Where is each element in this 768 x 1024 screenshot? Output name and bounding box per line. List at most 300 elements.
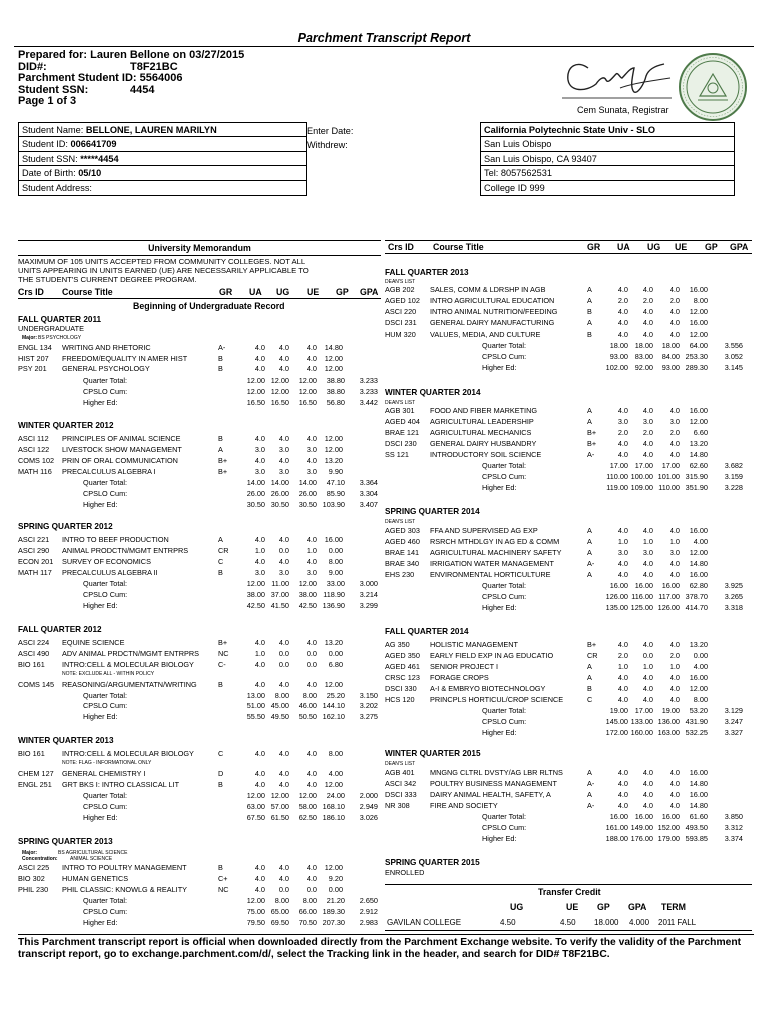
total-ua: 51.00 — [246, 701, 265, 710]
total-ug: 57.00 — [270, 802, 289, 811]
units-graded: 4.0 — [278, 874, 289, 883]
units-graded: 2.0 — [642, 428, 653, 437]
units-earned: 4.0 — [669, 684, 680, 693]
course-grade: A — [218, 535, 223, 544]
quarter-heading: SPRING QUARTER 2012 — [18, 522, 113, 531]
transfer-gp: 18.000 — [594, 918, 619, 927]
grade-points: 9.00 — [328, 568, 343, 577]
course-grade: B — [218, 568, 223, 577]
course-row — [0, 696, 768, 704]
total-gp: 53.20 — [689, 706, 708, 715]
total-gp: 103.90 — [322, 500, 345, 509]
units-attempted: 3.0 — [617, 417, 628, 426]
course-id: COMS 102 — [18, 456, 55, 465]
total-ue: 12.00 — [298, 376, 317, 385]
total-ua: 12.00 — [246, 376, 265, 385]
total-gp: 47.10 — [326, 478, 345, 487]
course-row — [0, 568, 768, 579]
course-grade: B — [587, 330, 592, 339]
units-attempted: 4.0 — [254, 434, 265, 443]
did-label: DID#: — [18, 60, 47, 73]
total-ug: 176.00 — [630, 834, 653, 843]
total-ua: 18.00 — [609, 341, 628, 350]
hdr-crs-id: Crs ID — [388, 242, 414, 252]
grade-points: 16.00 — [324, 535, 343, 544]
total-label: CPSLO Cum: — [83, 387, 128, 396]
grade-points: 12.00 — [689, 330, 708, 339]
total-gp: 315.90 — [685, 472, 708, 481]
total-ug: 100.00 — [630, 472, 653, 481]
course-title: GENERAL PSYCHOLOGY — [62, 364, 150, 373]
units-graded: 0.0 — [278, 649, 289, 658]
total-row — [0, 824, 768, 832]
transfer-hdr-ug: UG — [510, 902, 524, 912]
quarter-heading: FALL QUARTER 2014 — [385, 627, 469, 636]
quarter-heading: SPRING QUARTER 2014 — [385, 507, 480, 516]
course-grade: CR — [587, 651, 598, 660]
grade-points: 9.20 — [328, 874, 343, 883]
total-ug: 65.00 — [270, 907, 289, 916]
total-gp: 593.85 — [685, 834, 708, 843]
total-label: Higher Ed: — [83, 398, 118, 407]
course-grade: A — [587, 296, 592, 305]
did-value: T8F21BC — [130, 60, 178, 73]
course-row — [0, 527, 768, 535]
grade-points: 12.00 — [324, 434, 343, 443]
course-row — [0, 429, 768, 437]
course-grade: A — [587, 285, 592, 294]
address-row: Student Address: — [22, 182, 92, 193]
units-earned: 4.0 — [306, 434, 317, 443]
total-ue: 18.00 — [661, 341, 680, 350]
total-label: Quarter Total: — [482, 812, 527, 821]
grade-points: 6.60 — [693, 428, 708, 437]
total-label: Quarter Total: — [482, 461, 527, 470]
total-row — [0, 353, 768, 361]
total-ug: 8.00 — [274, 691, 289, 700]
course-grade: A- — [587, 450, 595, 459]
course-id: ASCI 224 — [18, 638, 50, 647]
units-earned: 4.0 — [306, 638, 317, 647]
course-grade: A — [587, 526, 592, 535]
grade-points: 13.20 — [324, 638, 343, 647]
course-grade: A — [587, 318, 592, 327]
course-id: DSCI 333 — [385, 790, 417, 799]
grade-points: 14.80 — [689, 559, 708, 568]
quarter-heading: SPRING QUARTER 2015 — [385, 858, 480, 867]
total-ua: 119.00 — [606, 483, 628, 492]
total-row — [0, 462, 768, 470]
total-gp: 253.30 — [685, 352, 708, 361]
units-graded: 4.0 — [642, 801, 653, 810]
student-ssn: *****4454 — [80, 153, 119, 164]
course-title: SURVEY OF ECONOMICS — [62, 557, 151, 566]
units-graded: 4.0 — [278, 749, 289, 758]
parchment-id-label: Parchment Student ID: — [18, 72, 137, 84]
course-row — [0, 331, 768, 339]
small-note: DEAN'S LIST — [385, 761, 416, 767]
grade-points: 0.00 — [328, 885, 343, 894]
small-note: DEAN'S LIST — [385, 519, 416, 525]
grade-points: 12.00 — [689, 684, 708, 693]
course-row — [0, 451, 768, 459]
course-grade: A — [587, 768, 592, 777]
grade-points: 8.00 — [693, 695, 708, 704]
enrollment-dates — [307, 124, 353, 153]
grade-points: 16.00 — [689, 406, 708, 415]
total-label: CPSLO Cum: — [482, 592, 527, 601]
total-gpa: 3.202 — [359, 701, 378, 710]
total-ug: 69.50 — [270, 918, 289, 927]
grade-points: 16.00 — [689, 570, 708, 579]
small-note: DEAN'S LIST — [385, 279, 416, 285]
units-graded: 4.0 — [642, 526, 653, 535]
course-title: HOLISTIC MANAGEMENT — [430, 640, 518, 649]
course-title: ENVIRONMENTAL HORTICULTURE — [430, 570, 551, 579]
total-gp: 189.30 — [322, 907, 345, 916]
units-attempted: 3.0 — [254, 467, 265, 476]
total-ue: 12.00 — [298, 579, 317, 588]
units-attempted: 4.0 — [617, 570, 628, 579]
total-gp: 64.00 — [689, 341, 708, 350]
total-ua: 19.00 — [609, 706, 628, 715]
units-earned: 4.0 — [306, 557, 317, 566]
units-graded: 0.0 — [278, 885, 289, 894]
units-attempted: 4.0 — [254, 456, 265, 465]
college-city: San Luis Obispo — [481, 137, 734, 151]
units-graded: 4.0 — [278, 863, 289, 872]
label-text: ENROLLED — [385, 868, 425, 877]
course-grade: B+ — [218, 467, 228, 476]
total-ug: 45.00 — [270, 701, 289, 710]
course-title: RSRCH MTHDLGY IN AG ED & COMM — [430, 537, 560, 546]
total-ue: 66.00 — [298, 907, 317, 916]
course-grade: A — [587, 570, 592, 579]
total-ue: 163.00 — [657, 728, 680, 737]
prepared-for: Prepared for: Lauren Bellone on 03/27/2015 — [18, 49, 245, 61]
transfer-hdr-gp: GP — [597, 902, 610, 912]
course-id: AGED 404 — [385, 417, 420, 426]
transfer-school: GAVILAN COLLEGE — [387, 918, 462, 927]
hdr-ua: UA — [617, 242, 630, 252]
course-title: INTRO TO BEEF PRODUCTION — [62, 535, 169, 544]
grade-points: 12.00 — [324, 445, 343, 454]
units-earned: 2.0 — [669, 296, 680, 305]
units-earned: 4.0 — [669, 790, 680, 799]
grade-points: 12.00 — [324, 354, 343, 363]
grade-points: 14.80 — [324, 343, 343, 352]
course-grade: A — [587, 406, 592, 415]
total-gp: 431.90 — [685, 717, 708, 726]
units-attempted: 4.0 — [254, 364, 265, 373]
units-attempted: 4.0 — [617, 695, 628, 704]
total-ue: 30.50 — [298, 500, 317, 509]
total-row — [0, 908, 768, 916]
total-ug: 17.00 — [634, 461, 653, 470]
total-ug: 149.00 — [630, 823, 653, 832]
units-attempted: 4.0 — [617, 684, 628, 693]
course-id: ASCI 220 — [385, 307, 417, 316]
total-ue: 179.00 — [657, 834, 680, 843]
units-attempted: 4.0 — [254, 660, 265, 669]
course-row — [0, 685, 768, 693]
course-title: INTRO AGRICULTURAL EDUCATION — [430, 296, 555, 305]
total-ue: 50.50 — [298, 712, 317, 721]
course-row — [0, 407, 768, 415]
course-grade: A — [218, 445, 223, 454]
total-ue: 16.00 — [661, 581, 680, 590]
total-label: Higher Ed: — [482, 834, 517, 843]
units-attempted: 4.0 — [617, 640, 628, 649]
units-graded: 4.0 — [278, 680, 289, 689]
grade-points: 16.00 — [689, 285, 708, 294]
units-attempted: 4.0 — [617, 526, 628, 535]
university-seal-icon — [678, 52, 748, 122]
units-graded: 4.0 — [278, 535, 289, 544]
units-attempted: 1.0 — [254, 546, 265, 555]
units-earned: 4.0 — [669, 801, 680, 810]
course-id: SS 121 — [385, 450, 409, 459]
units-earned: 3.0 — [669, 417, 680, 426]
student-name: BELLONE, LAUREN MARILYN — [85, 125, 217, 135]
course-row — [0, 557, 768, 568]
total-label: Higher Ed: — [482, 483, 517, 492]
course-id: AGED 350 — [385, 651, 420, 660]
student-name-row: Student Name: BELLONE, LAUREN MARILYN — [19, 123, 306, 137]
course-grade: NC — [218, 649, 229, 658]
course-grade: B — [218, 364, 223, 373]
total-ue: 126.00 — [657, 603, 680, 612]
units-earned: 4.0 — [306, 863, 317, 872]
course-row — [0, 308, 768, 316]
total-ua: 30.50 — [246, 500, 265, 509]
transfer-hdr-ue: UE — [566, 902, 579, 912]
course-grade: B — [587, 684, 592, 693]
units-earned: 1.0 — [306, 546, 317, 555]
units-graded: 3.0 — [642, 548, 653, 557]
units-earned: 4.0 — [306, 874, 317, 883]
total-gpa: 2.000 — [359, 791, 378, 800]
registrar-signature — [560, 48, 675, 106]
course-row — [0, 649, 768, 660]
units-attempted: 4.0 — [617, 790, 628, 799]
course-grade: A- — [587, 559, 595, 568]
course-id: ENGL 251 — [18, 780, 52, 789]
course-grade: C+ — [218, 874, 228, 883]
grade-points: 13.20 — [689, 439, 708, 448]
total-gpa: 3.233 — [359, 387, 378, 396]
units-earned: 4.0 — [306, 780, 317, 789]
total-ua: 93.00 — [609, 352, 628, 361]
units-earned: 4.0 — [306, 456, 317, 465]
hdr-gpa: GPA — [360, 287, 379, 297]
units-earned: 3.0 — [306, 467, 317, 476]
grade-points: 14.80 — [689, 779, 708, 788]
grade-points: 4.00 — [328, 769, 343, 778]
course-id: AG 350 — [385, 640, 410, 649]
total-ua: 161.00 — [605, 823, 628, 832]
course-grade: CR — [218, 546, 229, 555]
units-earned: 4.0 — [669, 450, 680, 459]
units-earned: 4.0 — [306, 535, 317, 544]
small-note-label: Major: — [22, 335, 37, 341]
total-label: Higher Ed: — [482, 603, 517, 612]
total-label: Quarter Total: — [83, 791, 128, 800]
course-grade: A — [587, 673, 592, 682]
course-row — [0, 297, 768, 305]
enter-date-label: Enter Date: — [307, 126, 354, 136]
total-ua: 172.00 — [605, 728, 628, 737]
course-id: ASCI 342 — [385, 779, 417, 788]
course-grade: C — [218, 557, 224, 566]
total-gpa: 3.159 — [724, 472, 743, 481]
units-graded: 1.0 — [642, 662, 653, 671]
total-gp: 62.80 — [689, 581, 708, 590]
total-ua: 38.00 — [246, 590, 265, 599]
course-note: NOTE: EXCLUDE ALL - WITHIN POLICY — [62, 671, 155, 677]
units-earned: 4.0 — [306, 769, 317, 778]
grade-points: 0.00 — [328, 546, 343, 555]
units-graded: 4.0 — [642, 768, 653, 777]
total-ua: 145.00 — [605, 717, 628, 726]
total-label: Quarter Total: — [482, 581, 527, 590]
course-id: DSCI 230 — [385, 439, 417, 448]
total-ug: 12.00 — [270, 376, 289, 385]
total-row — [0, 729, 768, 737]
quarter-heading: WINTER QUARTER 2015 — [385, 749, 481, 758]
total-gpa: 3.228 — [724, 483, 743, 492]
units-attempted: 4.0 — [617, 450, 628, 459]
grade-points: 16.00 — [689, 526, 708, 535]
total-gpa: 3.129 — [724, 706, 743, 715]
total-ua: 12.00 — [246, 387, 265, 396]
hdr-ue: UE — [675, 242, 688, 252]
units-attempted: 4.0 — [254, 749, 265, 758]
units-graded: 4.0 — [278, 343, 289, 352]
total-ug: 12.00 — [270, 791, 289, 800]
total-ug: 14.00 — [270, 478, 289, 487]
course-grade: B — [218, 863, 223, 872]
total-ug: 18.00 — [634, 341, 653, 350]
registrar-name: Cem Sunata, Registrar — [577, 105, 669, 115]
college-address: San Luis Obispo, CA 93407 — [481, 152, 734, 166]
course-row — [0, 802, 768, 810]
course-id: AGB 202 — [385, 285, 415, 294]
course-title: PRIN OF ORAL COMMUNICATION — [62, 456, 178, 465]
course-title: GENERAL CHEMISTRY I — [62, 769, 146, 778]
course-row — [0, 864, 768, 872]
total-label: CPSLO Cum: — [482, 352, 527, 361]
total-gpa: 2.912 — [359, 907, 378, 916]
units-earned: 1.0 — [669, 662, 680, 671]
total-row — [0, 484, 768, 492]
total-gpa: 3.026 — [359, 813, 378, 822]
course-title: GENERAL DAIRY HUSBANDRY — [430, 439, 537, 448]
total-gpa: 3.265 — [724, 592, 743, 601]
course-row — [0, 674, 768, 682]
course-title: HUMAN GENETICS — [62, 874, 129, 883]
total-ug: 8.00 — [274, 896, 289, 905]
total-ue: 14.00 — [298, 478, 317, 487]
course-note: NOTE: FLAG - INFORMATIONAL ONLY — [62, 760, 152, 766]
total-row — [0, 579, 768, 590]
course-id: CHEM 127 — [18, 769, 54, 778]
course-id: COMS 145 — [18, 680, 55, 689]
hdr-ug: UG — [276, 287, 290, 297]
course-id: MATH 116 — [18, 467, 52, 476]
total-gp: 144.10 — [322, 701, 345, 710]
total-ug: 92.00 — [634, 363, 653, 372]
small-note-label: Concentration: — [22, 856, 58, 862]
total-gpa: 3.214 — [359, 590, 378, 599]
total-ue: 42.50 — [298, 601, 317, 610]
total-ua: 26.00 — [246, 489, 265, 498]
total-ug: 11.00 — [271, 579, 289, 588]
total-ue: 38.00 — [298, 590, 317, 599]
quarter-heading: SPRING QUARTER 2013 — [18, 837, 113, 846]
grade-points: 12.00 — [324, 863, 343, 872]
course-id: HCS 120 — [385, 695, 415, 704]
course-title: INTRODUCTORY SOIL SCIENCE — [430, 450, 542, 459]
total-label: Quarter Total: — [482, 341, 527, 350]
title-divider — [14, 46, 754, 47]
units-earned: 4.0 — [669, 330, 680, 339]
course-grade: B — [218, 434, 223, 443]
course-title: FOOD AND FIBER MARKETING — [430, 406, 538, 415]
record-title: Beginning of Undergraduate Record — [133, 301, 285, 311]
course-grade: A- — [218, 343, 226, 352]
grade-points: 12.00 — [324, 780, 343, 789]
units-attempted: 1.0 — [617, 537, 628, 546]
units-attempted: 3.0 — [617, 548, 628, 557]
course-title: GRT BKS I: INTRO CLASSICAL LIT — [62, 780, 180, 789]
total-ue: 17.00 — [661, 461, 680, 470]
course-title: INTRO TO POULTRY MANAGEMENT — [62, 863, 187, 872]
units-graded: 4.0 — [642, 790, 653, 799]
quarter-heading: FALL QUARTER 2012 — [18, 625, 102, 634]
total-label: Higher Ed: — [83, 500, 118, 509]
college-info-box — [480, 122, 735, 196]
course-row — [0, 660, 768, 671]
course-grade: C- — [218, 660, 226, 669]
course-grade: A — [587, 662, 592, 671]
course-title: MNGNG CLTRL DVSTY/AG LBR RLTNS — [430, 768, 563, 777]
total-gpa: 2.949 — [359, 802, 378, 811]
hdr-ua: UA — [249, 287, 262, 297]
total-gpa: 3.442 — [359, 398, 378, 407]
total-row — [0, 835, 768, 843]
course-title: FFA AND SUPERVISED AG EXP — [430, 526, 538, 535]
course-row — [0, 286, 768, 294]
college-id: College ID 999 — [484, 182, 545, 193]
course-id: BRAE 141 — [385, 548, 420, 557]
units-earned: 3.0 — [669, 548, 680, 557]
total-ue: 62.50 — [298, 813, 317, 822]
total-label: Quarter Total: — [83, 478, 128, 487]
grade-points: 4.00 — [693, 537, 708, 546]
units-graded: 4.0 — [642, 285, 653, 294]
total-label: Quarter Total: — [482, 706, 527, 715]
total-gpa: 3.150 — [359, 691, 378, 700]
total-gpa: 3.556 — [724, 341, 743, 350]
total-gp: 168.10 — [322, 802, 345, 811]
memo-text: MAXIMUM OF 105 UNITS ACCEPTED FROM COMMUNITY COLLEGES. NOT ALL UNITS APPEARING IN UNITS EARNED (UE) ARE NECESSARILY APPLICABLE TO THE STUDENT'S CURRENT DEGREE PROGRAM. — [18, 257, 309, 284]
total-gp: 207.30 — [322, 918, 345, 927]
units-graded: 1.0 — [642, 537, 653, 546]
total-ue: 84.00 — [661, 352, 680, 361]
grade-points: 16.00 — [689, 790, 708, 799]
total-row — [0, 897, 768, 905]
